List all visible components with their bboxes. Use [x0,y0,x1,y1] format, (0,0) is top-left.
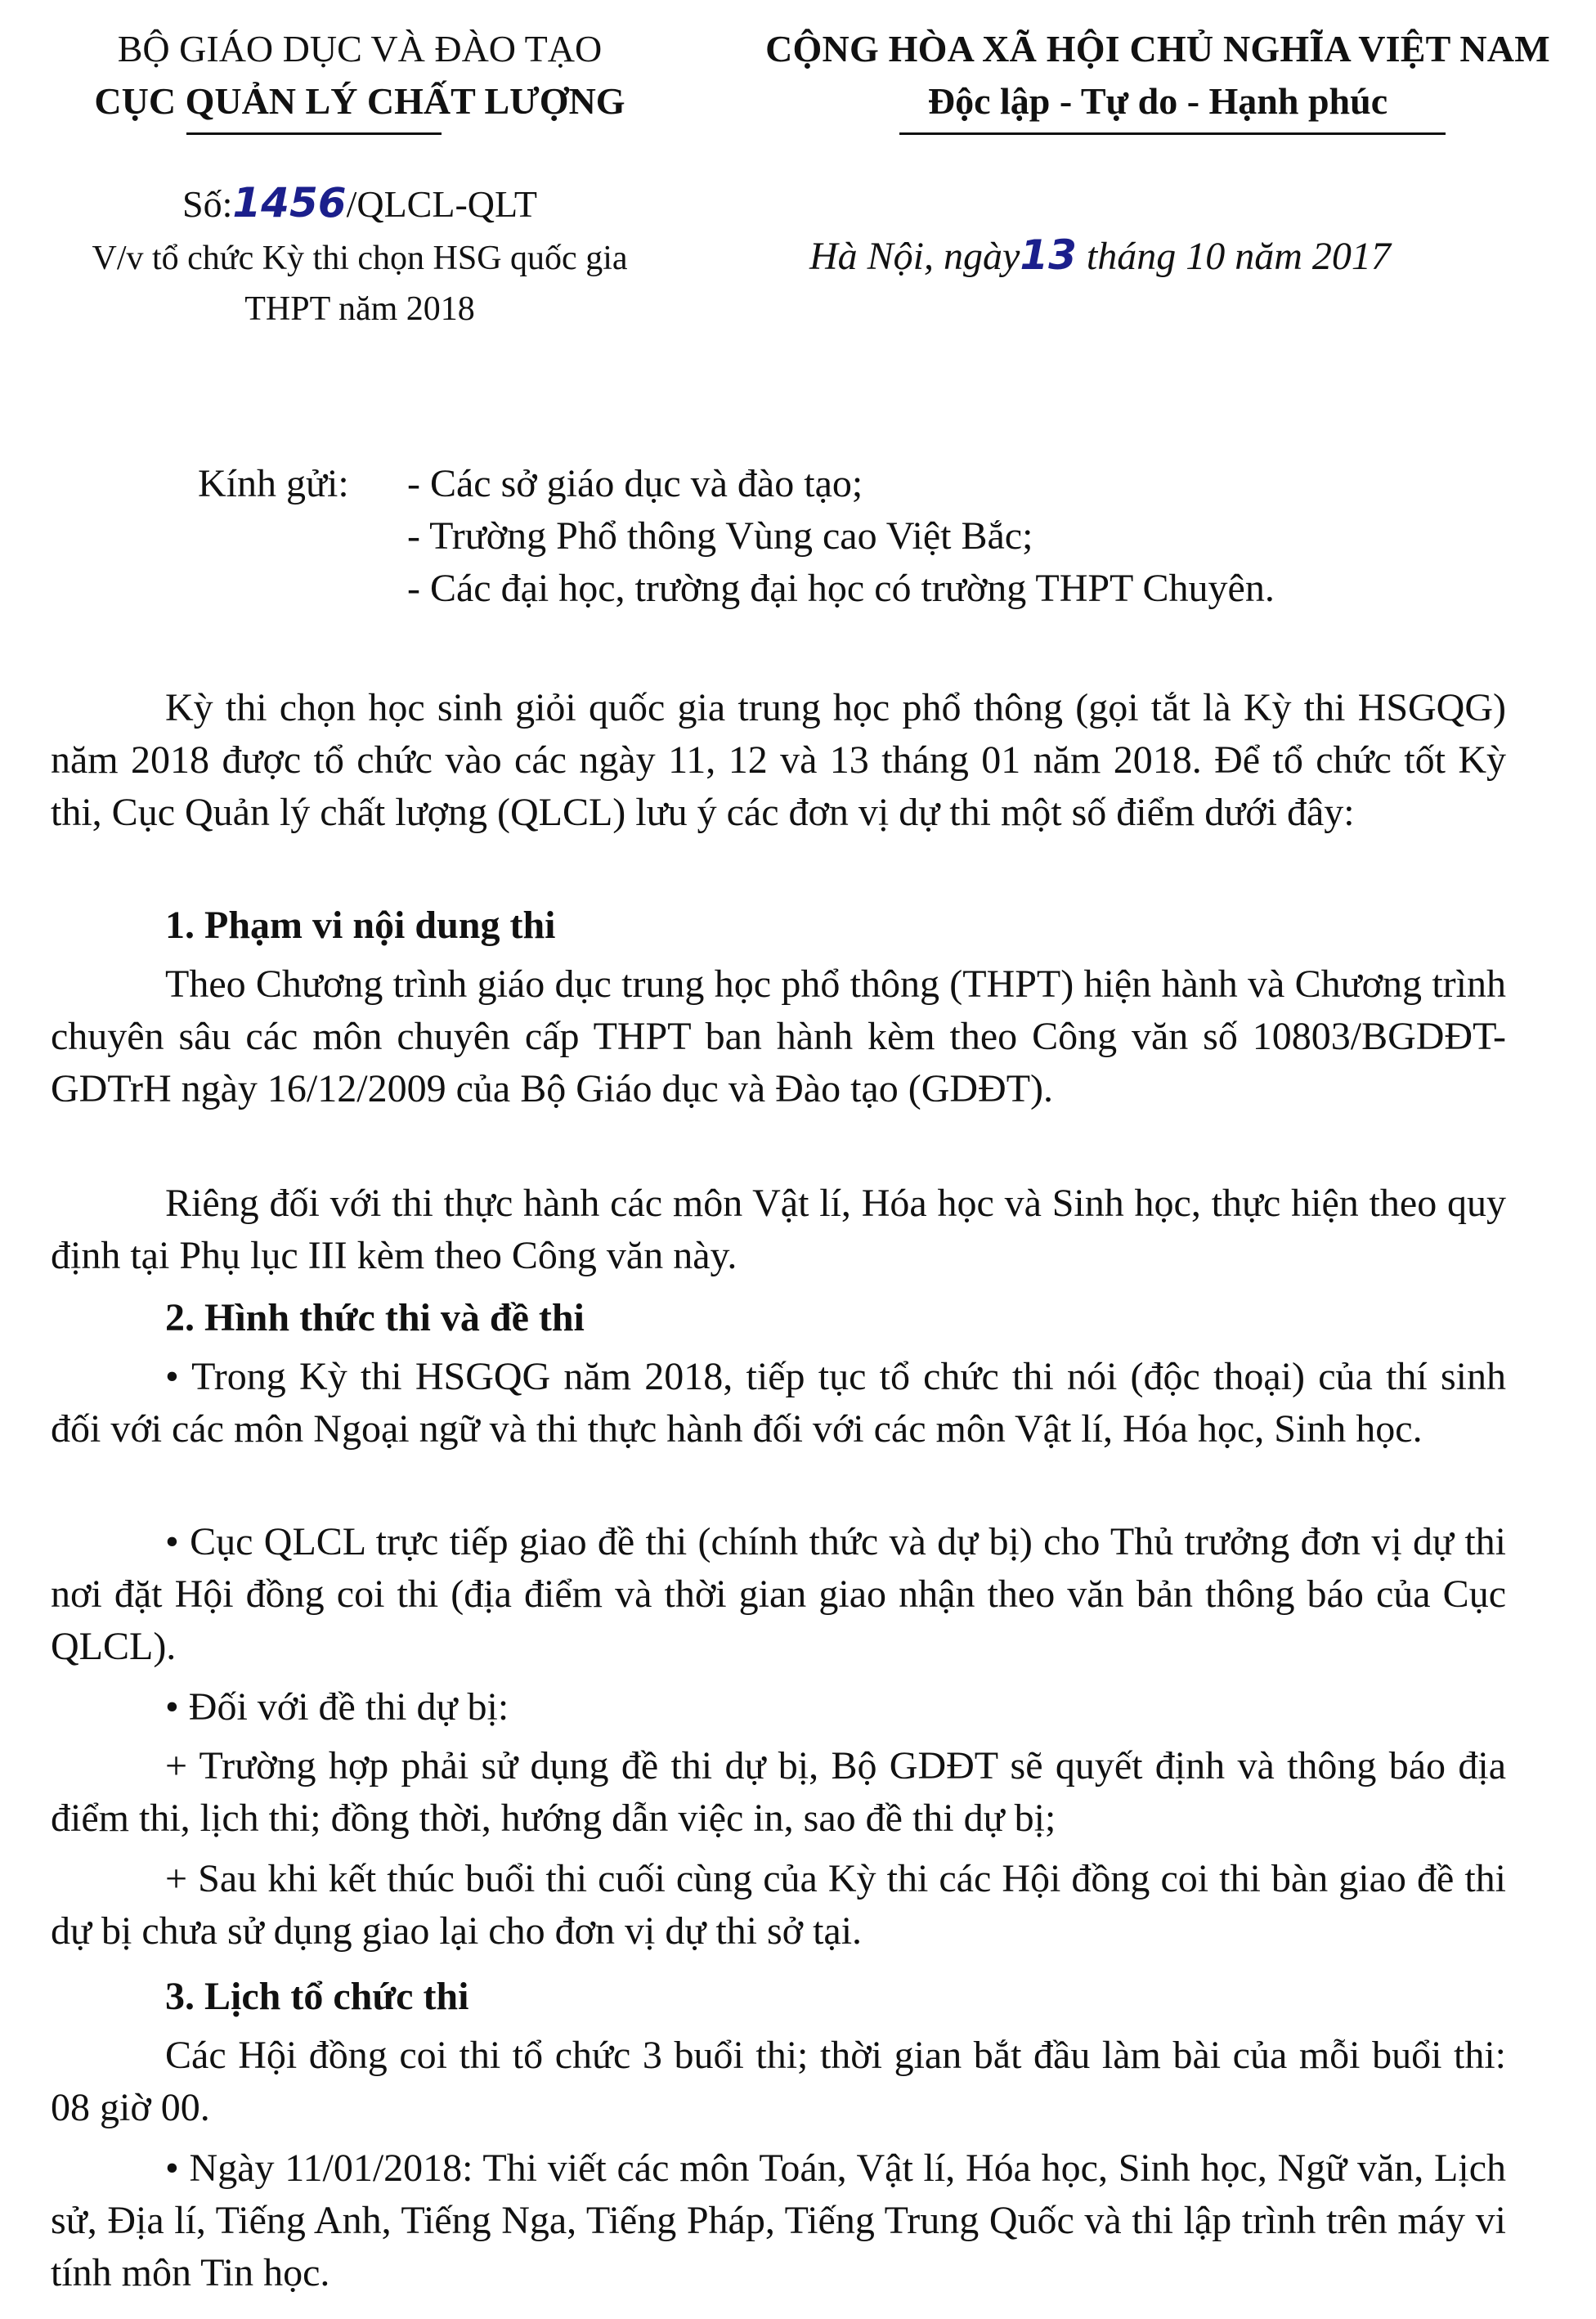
republic-title: CỘNG HÒA XÃ HỘI CHỦ NGHĨA VIỆT NAM [765,28,1550,70]
department-underline [186,132,442,135]
issue-date [809,229,1391,283]
section-heading: 1. Phạm vi nội dung thi [165,904,556,947]
section-paragraph: • Cục QLCL trực tiếp giao đề thi (chính thức và dự bị) cho Thủ trưởng đơn vị dự thi nơi đặt Hội đồng coi thi (địa điểm và thời gian giao nhận theo văn bản thông báo của Cục QLCL). [51,1520,1506,1668]
section-paragraph: Riêng đối với thi thực hành các môn Vật lí, Hóa học và Sinh học, thực hiện theo quy định tại Phụ lục III kèm theo Công văn này. [51,1182,1506,1277]
section-heading: 3. Lịch tổ chức thi [165,1975,469,2018]
section-paragraph: • Ngày 11/01/2018: Thi viết các môn Toán, Vật lí, Hóa học, Sinh học, Ngữ văn, Lịch sử, Địa lí, Tiếng Anh, Tiếng Nga, Tiếng Pháp, Tiếng Trung Quốc và thi lập trình trên máy vi tính môn Tin học. [51,2146,1506,2294]
department-name: CỤC QUẢN LÝ CHẤT LƯỢNG [94,80,625,122]
section-paragraph: + Trường hợp phải sử dụng đề thi dự bị, Bộ GDĐT sẽ quyết định và thông báo địa điểm thi, lịch thi; đồng thời, hướng dẫn việc in, sao đề thi dự bị; [51,1744,1506,1840]
recipient-item: - Các sở giáo dục và đào tạo; [407,462,863,505]
section-paragraph: + Sau khi kết thúc buổi thi cuối cùng của Kỳ thi các Hội đồng coi thi bàn giao đề thi dự bị chưa sử dụng giao lại cho đơn vị dự thi sở tại. [51,1857,1506,1953]
section-heading: 2. Hình thức thi và đề thi [165,1296,585,1339]
date-suffix: tháng 10 năm 2017 [1076,235,1391,278]
recipient-item: - Trường Phổ thông Vùng cao Việt Bắc; [407,514,1033,558]
intro-paragraph: Kỳ thi chọn học sinh giỏi quốc gia trung học phổ thông (gọi tắt là Kỳ thi HSGQG) năm 2018 được tổ chức vào các ngày 11, 12 và 13 tháng 01 năm 2018. Để tổ chức tốt Kỳ thi, Cục Quản lý chất lượng (QLCL) lưu ý các đơn vị dự thi một số điểm dưới đây: [51,686,1506,834]
handwritten-number: 1456 [232,179,347,227]
subject-line-2: THPT năm 2018 [244,290,475,328]
recipient-item: - Các đại học, trường đại học có trường THPT Chuyên. [407,567,1275,610]
date-prefix: Hà Nội, ngày [809,235,1020,278]
document-number [0,178,720,229]
number-prefix: Số: [182,183,233,225]
national-motto: Độc lập - Tự do - Hạnh phúc [927,80,1388,122]
subject-line-1: V/v tổ chức Kỳ thi chọn HSG quốc gia [92,240,628,277]
motto-underline [899,132,1446,135]
section-paragraph: Theo Chương trình giáo dục trung học phổ thông (THPT) hiện hành và Chương trình chuyên sâu các môn chuyên cấp THPT ban hành kèm theo Công văn số 10803/BGDĐT-GDTrH ngày 16/12/2009 của Bộ Giáo dục và Đào tạo (GDĐT). [51,962,1506,1110]
ministry-name: BỘ GIÁO DỤC VÀ ĐÀO TẠO [117,28,603,70]
recipients-label: Kính gửi: [198,462,349,505]
number-suffix: /QLCL-QLT [346,183,537,225]
handwritten-day: 13 [1020,231,1077,279]
section-paragraph: Các Hội đồng coi thi tổ chức 3 buổi thi; thời gian bắt đầu làm bài của mỗi buổi thi: 08 giờ 00. [51,2034,1506,2129]
section-paragraph: • Trong Kỳ thi HSGQG năm 2018, tiếp tục tổ chức thi nói (độc thoại) của thí sinh đối với các môn Ngoại ngữ và thi thực hành đối với các môn Vật lí, Hóa học, Sinh học. [51,1355,1506,1451]
section-paragraph: • Đối với đề thi dự bị: [165,1685,509,1729]
